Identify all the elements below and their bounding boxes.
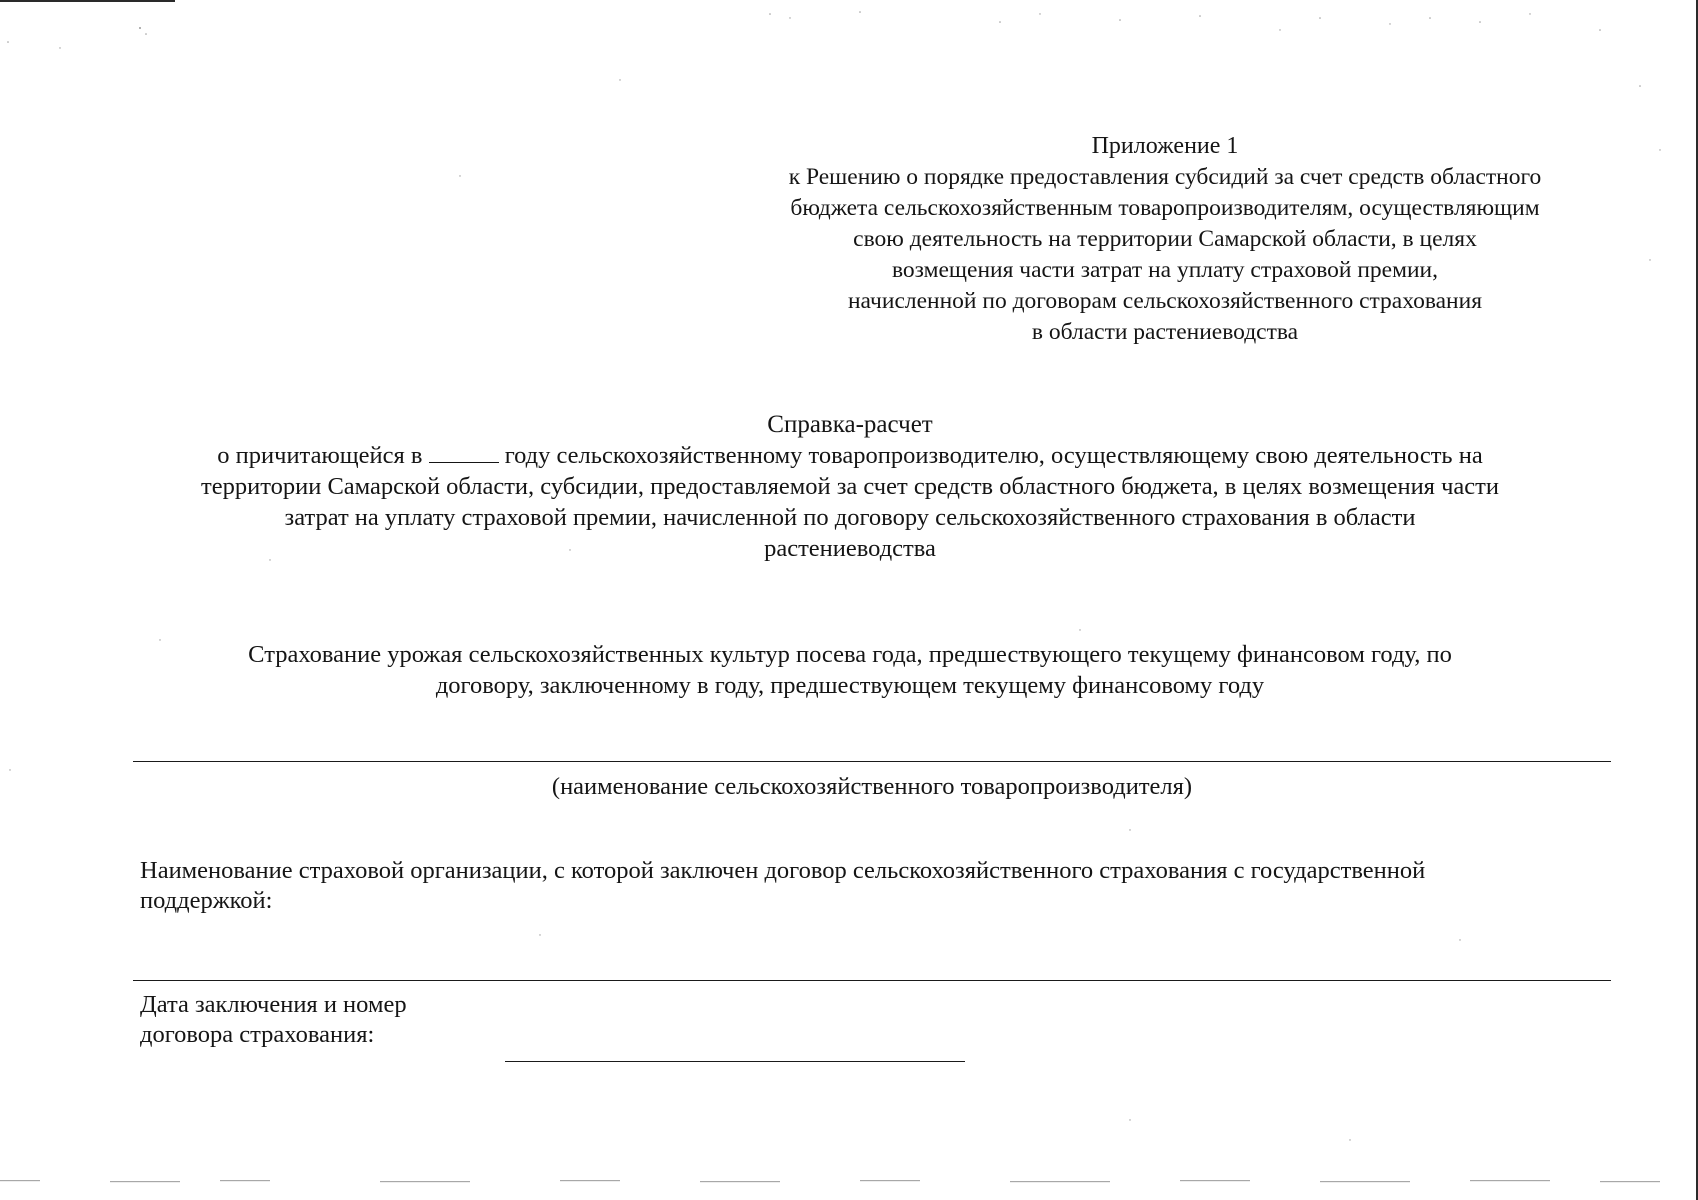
appendix-line: начисленной по договорам сельскохозяйственного страхования <box>847 288 1483 314</box>
producer-name-field[interactable] <box>133 761 1611 762</box>
form-heading <box>100 409 1600 564</box>
form-subtitle-line: растениеводства <box>764 535 936 562</box>
insurer-name-field[interactable] <box>133 980 1611 981</box>
appendix-line: в области растениеводства <box>1031 319 1299 345</box>
insurer-label-line: Наименование страховой организации, с которой заключен договор сельскохозяйственного страхования с государственной <box>140 857 1426 884</box>
appendix-header <box>730 131 1600 348</box>
appendix-line: свою деятельность на территории Самарской области, в целях <box>853 226 1477 252</box>
appendix-line: бюджета сельскохозяйственным товаропроизводителям, осуществляющим <box>790 195 1540 221</box>
appendix-line: к Решению о порядке предоставления субсидий за счет средств областного <box>788 164 1542 190</box>
form-subtitle-line: затрат на уплату страховой премии, начисленной по договору сельскохозяйственного страхования в области <box>284 504 1416 531</box>
appendix-title: Приложение 1 <box>1091 133 1239 159</box>
contract-label-line: договора страхования: <box>140 1021 375 1048</box>
form-subtitle-line <box>100 440 1600 471</box>
insurance-type <box>100 639 1600 701</box>
contract-label-line: Дата заключения и номер <box>140 991 407 1018</box>
contract-label <box>140 990 640 1050</box>
contract-date-number-field[interactable] <box>505 1061 965 1062</box>
producer-name-caption: (наименование сельскохозяйственного товаропроизводителя) <box>551 773 1193 800</box>
insurance-type-line: договору, заключенному в году, предшествующем текущему финансовому году <box>435 672 1265 699</box>
scan-edge-top <box>0 0 175 2</box>
form-title: Справка-расчет <box>767 411 933 438</box>
insurer-label-line: поддержкой: <box>140 887 273 914</box>
insurer-label <box>140 856 1620 916</box>
appendix-line: возмещения части затрат на уплату страховой премии, <box>892 257 1438 283</box>
year-blank-field[interactable] <box>429 442 499 463</box>
subtitle-text-before-year: о причитающейся в <box>217 442 429 469</box>
insurance-type-line: Страхование урожая сельскохозяйственных культур посева года, предшествующего текущему финансовом году, по <box>248 641 1452 668</box>
form-subtitle-line: территории Самарской области, субсидии, предоставляемой за счет средств областного бюджета, в целях возмещения части <box>201 473 1499 500</box>
subtitle-text-after-year: году сельскохозяйственному товаропроизводителю, осуществляющему свою деятельность на <box>498 442 1483 469</box>
